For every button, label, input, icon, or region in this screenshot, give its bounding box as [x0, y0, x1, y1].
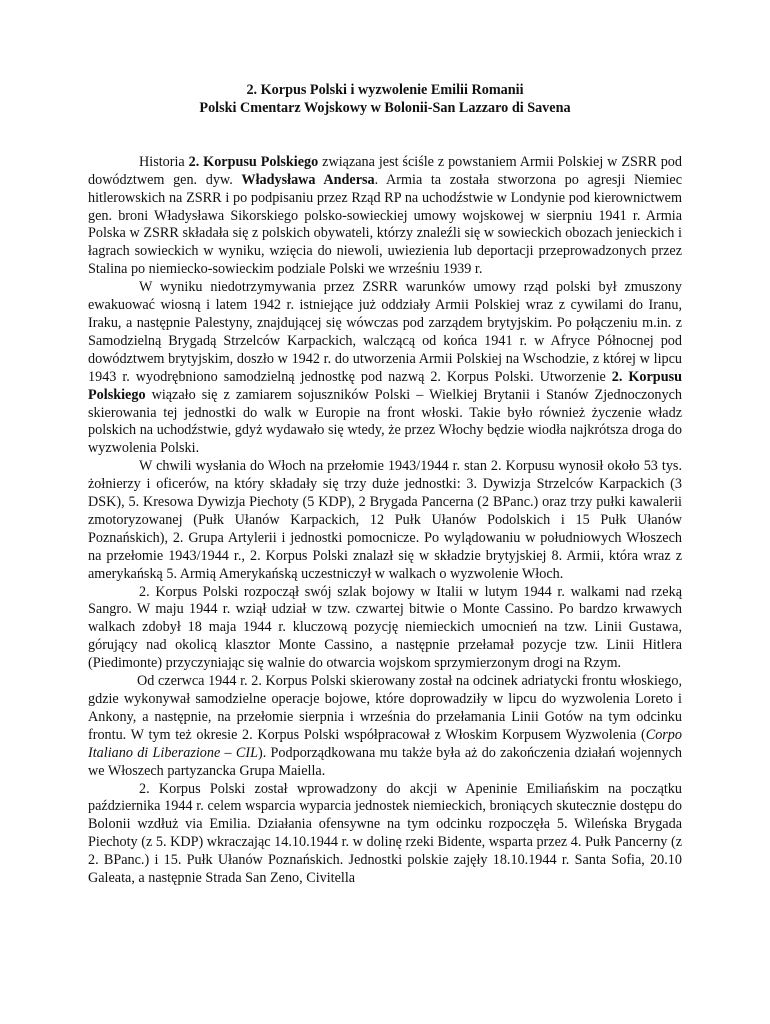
document-title	[88, 82, 682, 118]
paragraph-1-run-3: związana jest ściśle z powstaniem Armii Polskiej w ZSRR pod dowództwem gen. dyw.	[88, 153, 682, 188]
paragraph-1-run-2: 2. Korpusu Polskiego	[188, 153, 319, 170]
paragraph-1-run-5: . Armia ta została stworzona po agresji Niemiec hitlerowskich na ZSRR i po podpisaniu przez Rząd RP na uchodźstwie w Londynie pod kierownictwem gen. broni Władysława Sikorskiego polsko-sowieckiej umowy wojskowej w sierpniu 1941 r. Armia Polska w ZSRR składała się z polskich obywateli, którzy znaleźli się w sowieckich obozach jenieckich i łagrach sowieckich w wyniku, wzięcia do niewoli, uwiezienia lub deportacji przeprowadzonych przez Stalina po niemiecko-sowieckim podziale Polski we wrześniu 1939 r.	[88, 171, 683, 278]
document-page	[88, 68, 682, 888]
paragraph-6	[88, 781, 682, 888]
paragraph-4-run-1: 2. Korpus Polski rozpoczął swój szlak bojowy w Italii w lutym 1944 r. walkami nad rzeką Sangro. W maju 1944 r. wziął udział w tzw. czwartej bitwie o Monte Cassino. Po bardzo krwawych walkach zdobył 18 maja 1944 r. kluczową pozycję niemieckich umocnień na tzw. Linii Gustawa, górujący nad okolicą klasztor Monte Cassino, a następnie przełamał pozycje tzw. Linii Hitlera (Piedimonte) przyczyniając się walnie do otwarcia wojskom sprzymierzonym drogi na Rzym.	[88, 583, 682, 672]
paragraph-2	[88, 279, 682, 458]
paragraph-2-run-2: 2. Korpusu Polskiego	[88, 368, 682, 403]
paragraph-4	[88, 584, 682, 674]
paragraph-6-run-1: 2. Korpus Polski został wprowadzony do akcji w Apeninie Emiliańskim na początku października 1944 r. celem wsparcia wyparcia jednostek niemieckich, broniących skutecznie dostępu do Bolonii wzdłuż via Emilia. Działania ofensywne na tym odcinku rozpoczęła 5. Wileńska Brygada Piechoty (z 5. KDP) wkraczając 14.10.1944 r. w dolinę rzeki Bidente, wsparta przez 4. Pułk Pancerny (z 2. BPanc.) i 15. Pułk Ułanów Poznańskich. Jednostki polskie zajęły 18.10.1944 r. Santa Sofia, 20.10 Galeata, a następnie Strada San Zeno, Civitella	[88, 780, 682, 887]
paragraph-1-run-1: Historia	[139, 153, 189, 170]
paragraph-5-run-1: Od czerwca 1944 r. 2. Korpus Polski skierowany został na odcinek adriatycki frontu włoskiego, gdzie wykonywał samodzielne operacje bojowe, które doprowadziły w lipcu do wyzwolenia Loreto i Ankony, a następnie, na przełomie sierpnia i września do przełamania Linii Gotów na tym odcinku frontu. W tym też okresie 2. Korpus Polski współpracował z Włoskim Korpusem Wyzwolenia (	[88, 673, 682, 743]
paragraph-3-run-1: W chwili wysłania do Włoch na przełomie 1943/1944 r. stan 2. Korpusu wynosił około 53 tys. żołnierzy i oficerów, na który składały się trzy duże jednostki: 3. Dywizja Strzelców Karpackich (3 DSK), 5. Kresowa Dywizja Piechoty (5 KDP), 2 Brygada Pancerna (2 BPanc.) oraz trzy pułki kawalerii zmotoryzowanej (Pułk Ułanów Karpackich, 12 Pułk Ułanów Podolskich i 15 Pułk Ułanów Poznańskich), 2. Grupa Artylerii i jednostki pomocnicze. Po wylądowaniu w południowych Włoszech na przełomie 1943/1944 r., 2. Korpus Polski znalazł się w składzie brytyjskiej 8. Armii, która wraz z amerykańską 5. Armią Amerykańską uczestniczył w walkach o wyzwolenie Włoch.	[88, 458, 682, 582]
paragraph-5-run-3: ). Podporządkowana mu także była aż do zakończenia działań wojennych we Włoszech partyzancka Grupa Maiella.	[88, 744, 682, 779]
paragraph-1-run-4: Władysława Andersa	[241, 171, 375, 188]
paragraph-5	[88, 673, 682, 780]
paragraph-5-run-2: Corpo Italiano di Liberazione – CIL	[88, 726, 682, 761]
paragraph-2-run-3: wiązało się z zamiarem sojuszników Polski – Wielkiej Brytanii i Stanów Zjednoczonych skierowania tej jednostki do walk w Europie na front włoski. Takie było również życzenie władz polskich na uchodźstwie, gdyż wydawało się wtedy, że przez Włochy będzie wiodła najkrótsza droga do wyzwolenia Polski.	[88, 386, 682, 457]
title-line-1: 2. Korpus Polski i wyzwolenie Emilii Romanii	[246, 82, 524, 98]
paragraph-3	[88, 458, 682, 583]
paragraph-1	[88, 154, 682, 279]
title-line-2: Polski Cmentarz Wojskowy w Bolonii-San Lazzaro di Savena	[199, 99, 571, 116]
paragraph-2-run-1: W wyniku niedotrzymywania przez ZSRR warunków umowy rząd polski był zmuszony ewakuować wiosną i latem 1942 r. istniejące już oddziały Armii Polskiej wraz z cywilami do Iranu, Iraku, a następnie Palestyny, znajdującej się wówczas pod zarządem brytyjskim. Po połączeniu m.in. z Samodzielną Brygadą Strzelców Karpackich, walczącą od końca 1941 r. w Afryce Północnej pod dowództwem brytyjskim, doszło w 1942 r. do utworzenia Armii Polskiej na Wschodzie, z której w lipcu 1943 r. wyodrębniono samodzielną jednostkę pod nazwą 2. Korpus Polski. Utworzenie	[88, 279, 682, 385]
